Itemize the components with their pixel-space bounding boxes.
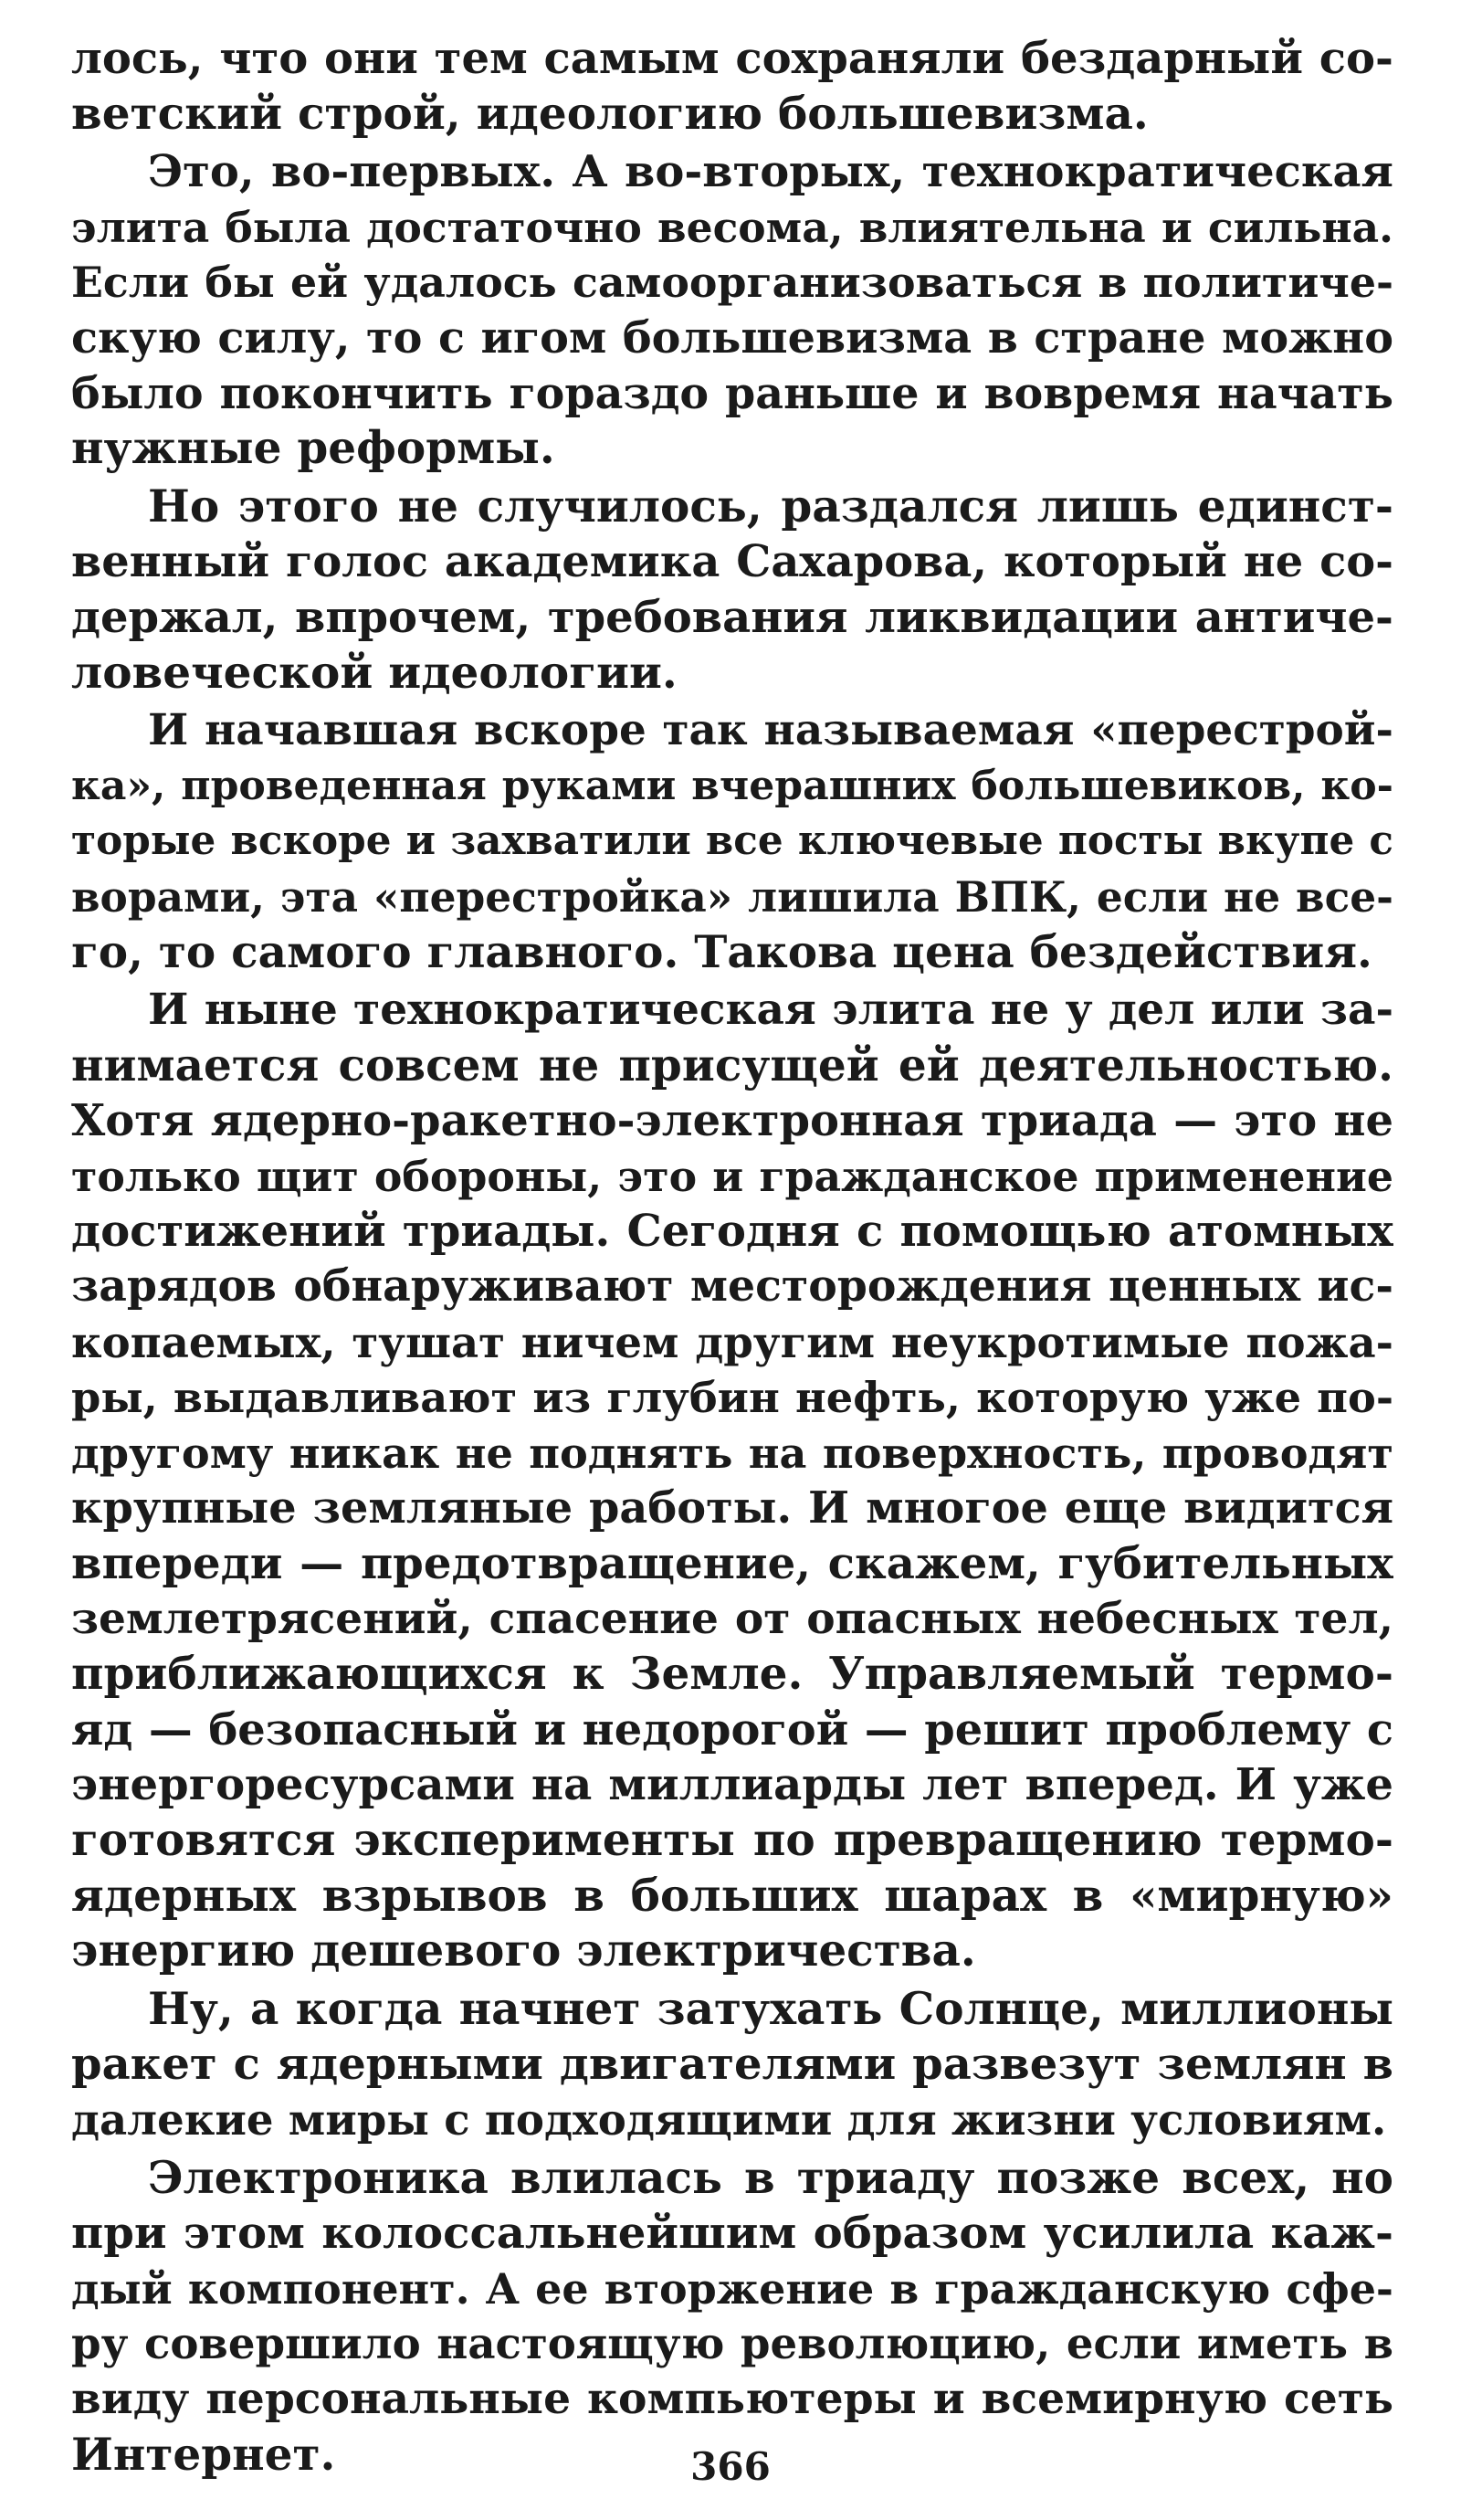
- text-line: Хотя ядерно-ракетно-электронная триада — это не: [71, 1095, 1393, 1147]
- text-line: венный голос академика Сахарова, который не со-: [71, 536, 1393, 588]
- text-line: ветский строй, идеологию большевизма.: [71, 87, 1149, 140]
- paragraph: [71, 144, 1393, 477]
- text-line: Это, во-первых. А во-вторых, технократическая: [148, 146, 1393, 198]
- text-line: лось, что они тем самым сохраняли бездарный со-: [71, 33, 1393, 84]
- text-line: готовятся эксперименты по превращению термо-: [71, 1814, 1393, 1866]
- text-line: И ныне технократическая элита не у дел или за-: [148, 985, 1393, 1036]
- paragraph: [71, 983, 1393, 1979]
- text-line: Но этого не случилось, раздался лишь единст-: [148, 480, 1393, 532]
- text-line: скую силу, то с игом большевизма в стране можно: [71, 311, 1393, 364]
- text-line: далекие миры с подходящими для жизни условиям.: [71, 2093, 1387, 2145]
- page-body: [71, 31, 1393, 2483]
- paragraph: [71, 703, 1393, 980]
- text-line: нужные реформы.: [71, 422, 555, 475]
- text-line: впереди — предотвращение, скажем, губительных: [71, 1538, 1393, 1590]
- text-line: только щит обороны, это и гражданское применение: [71, 1151, 1393, 1201]
- paragraph: [71, 2151, 1393, 2483]
- text-line: ракет с ядерными двигателями развезут землян в: [71, 2039, 1393, 2091]
- text-line: достижений триады. Сегодня с помощью атомных: [71, 1206, 1393, 1258]
- text-line: Ну, а когда начнет затухать Солнце, миллионы: [148, 1982, 1393, 2035]
- page-number: 366: [690, 2444, 771, 2489]
- text-line: ры, выдавливают из глубин нефть, которую уже по-: [71, 1373, 1393, 1423]
- text-line: дый компонент. А ее вторжение в гражданскую сфе-: [71, 2263, 1393, 2314]
- text-line: зарядов обнаруживают месторождения ценных ис-: [71, 1261, 1393, 1313]
- text-line: копаемых, тушат ничем другим неукротимые пожа-: [71, 1316, 1393, 1367]
- text-line: энергоресурсами на миллиарды лет вперед. И уже: [71, 1759, 1393, 1811]
- text-line: приближающихся к Земле. Управляемый термо-: [71, 1648, 1393, 1701]
- text-line: Электроника влилась в триаду позже всех, но: [148, 2151, 1393, 2204]
- text-line: было покончить гораздо раньше и вовремя начать: [71, 367, 1393, 419]
- text-line: ловеческой идеологии.: [71, 646, 678, 699]
- text-line: ядерных взрывов в больших шарах в «мирную»: [71, 1869, 1393, 1922]
- text-line: виду персональные компьютеры и всемирную сеть: [71, 2373, 1393, 2424]
- text-line: торые вскоре и захватили все ключевые посты вкупе с: [71, 817, 1393, 865]
- text-line: при этом колоссальнейшим образом усилила каж-: [71, 2208, 1393, 2260]
- text-line: энергию дешевого электричества.: [71, 1924, 976, 1977]
- paragraph: [71, 480, 1393, 701]
- paragraph: [71, 1982, 1393, 2148]
- text-line: Интернет.: [71, 2428, 336, 2481]
- text-line: нимается совсем не присущей ей деятельностью.: [71, 1039, 1393, 1091]
- text-line: держал, впрочем, требования ликвидации античе-: [71, 591, 1393, 643]
- text-line: яд — безопасный и недорогой — решит проблему с: [71, 1703, 1393, 1756]
- text-line: Если бы ей удалось самоорганизоваться в политиче-: [71, 258, 1393, 308]
- text-line: крупные земляные работы. И многое еще видится: [71, 1482, 1393, 1534]
- text-line: ворами, эта «перестройка» лишила ВПК, если не все-: [71, 871, 1393, 922]
- text-line: другому никак не поднять на поверхность, проводят: [71, 1428, 1393, 1478]
- text-line: го, то самого главного. Такова цена бездействия.: [71, 925, 1372, 978]
- paragraph: [71, 31, 1393, 142]
- text-line: И начавшая вскоре так называемая «перестрой-: [148, 705, 1393, 756]
- text-line: элита была достаточно весома, влиятельна и сильна.: [71, 202, 1393, 252]
- text-line: землетрясений, спасение от опасных небесных тел,: [71, 1593, 1393, 1644]
- text-line: ру совершило настоящую революцию, если иметь в: [71, 2318, 1393, 2369]
- text-line: ка», проведенная руками вчерашних большевиков, ко-: [71, 762, 1393, 809]
